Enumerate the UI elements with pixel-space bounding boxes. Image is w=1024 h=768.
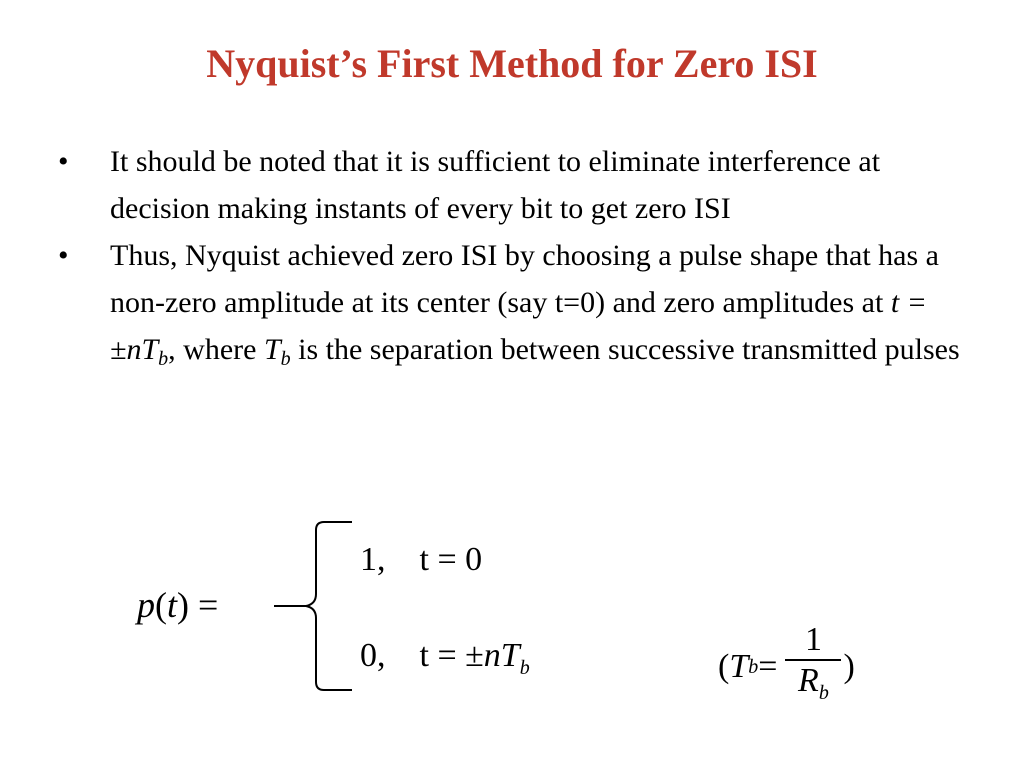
equation-case-2 <box>360 636 530 688</box>
fraction-numerator: 1 <box>804 621 822 658</box>
bullet-marker: • <box>58 145 69 178</box>
denominator-subscript: b <box>818 682 829 704</box>
bullet-item-2 <box>58 232 970 383</box>
tb-open-paren: ( <box>718 648 730 685</box>
left-brace-icon <box>272 520 362 692</box>
case-1-value: 1, <box>360 541 386 578</box>
fraction-denominator <box>798 661 829 713</box>
bullet-text-part: is the separation between successive transmitted pulses <box>290 333 960 366</box>
inline-math-subscript: b <box>280 348 291 370</box>
bullet-list <box>58 138 970 383</box>
slide-title: Nyquist’s First Method for Zero ISI <box>206 41 818 86</box>
inline-math-t-equals-plus-minus-n-t: t = ±nT <box>110 286 927 366</box>
equation-lhs-p: p <box>137 585 155 625</box>
case-2-n: n <box>483 637 501 674</box>
bullet-text-part: , where <box>168 333 264 366</box>
equation-lhs-paren: ( <box>155 585 167 625</box>
case-2-T: T <box>500 637 520 674</box>
bullet-marker: • <box>58 239 69 272</box>
case-1-condition: t = 0 <box>419 541 483 578</box>
denominator-R: R <box>798 662 819 699</box>
case-2-subscript: b <box>519 657 530 679</box>
inline-math-t: T <box>263 333 281 366</box>
case-2-condition-prefix: t = ± <box>419 637 484 674</box>
tb-T: T <box>729 648 749 685</box>
fraction <box>785 621 841 713</box>
equation-lhs <box>137 585 218 625</box>
equation-lhs-t: t <box>167 585 178 625</box>
tb-equals: = <box>758 648 778 685</box>
tb-relation <box>718 622 855 712</box>
bullet-text: It should be noted that it is sufficient to eliminate interference at decision making instants of every bit to get zero ISI <box>110 145 881 225</box>
equation-case-1 <box>360 540 482 580</box>
bullet-text-part: Thus, Nyquist achieved zero ISI by choosing a pulse shape that has a non-zero amplitude at its center (say t=0) and zero amplitudes at <box>110 239 939 319</box>
case-2-value: 0, <box>360 637 386 674</box>
inline-math-subscript: b <box>158 348 169 370</box>
tb-subscript: b <box>748 655 759 678</box>
equation-lhs-rest: ) = <box>177 585 219 625</box>
tb-close-paren: ) <box>843 648 855 685</box>
bullet-item-1 <box>58 138 970 232</box>
